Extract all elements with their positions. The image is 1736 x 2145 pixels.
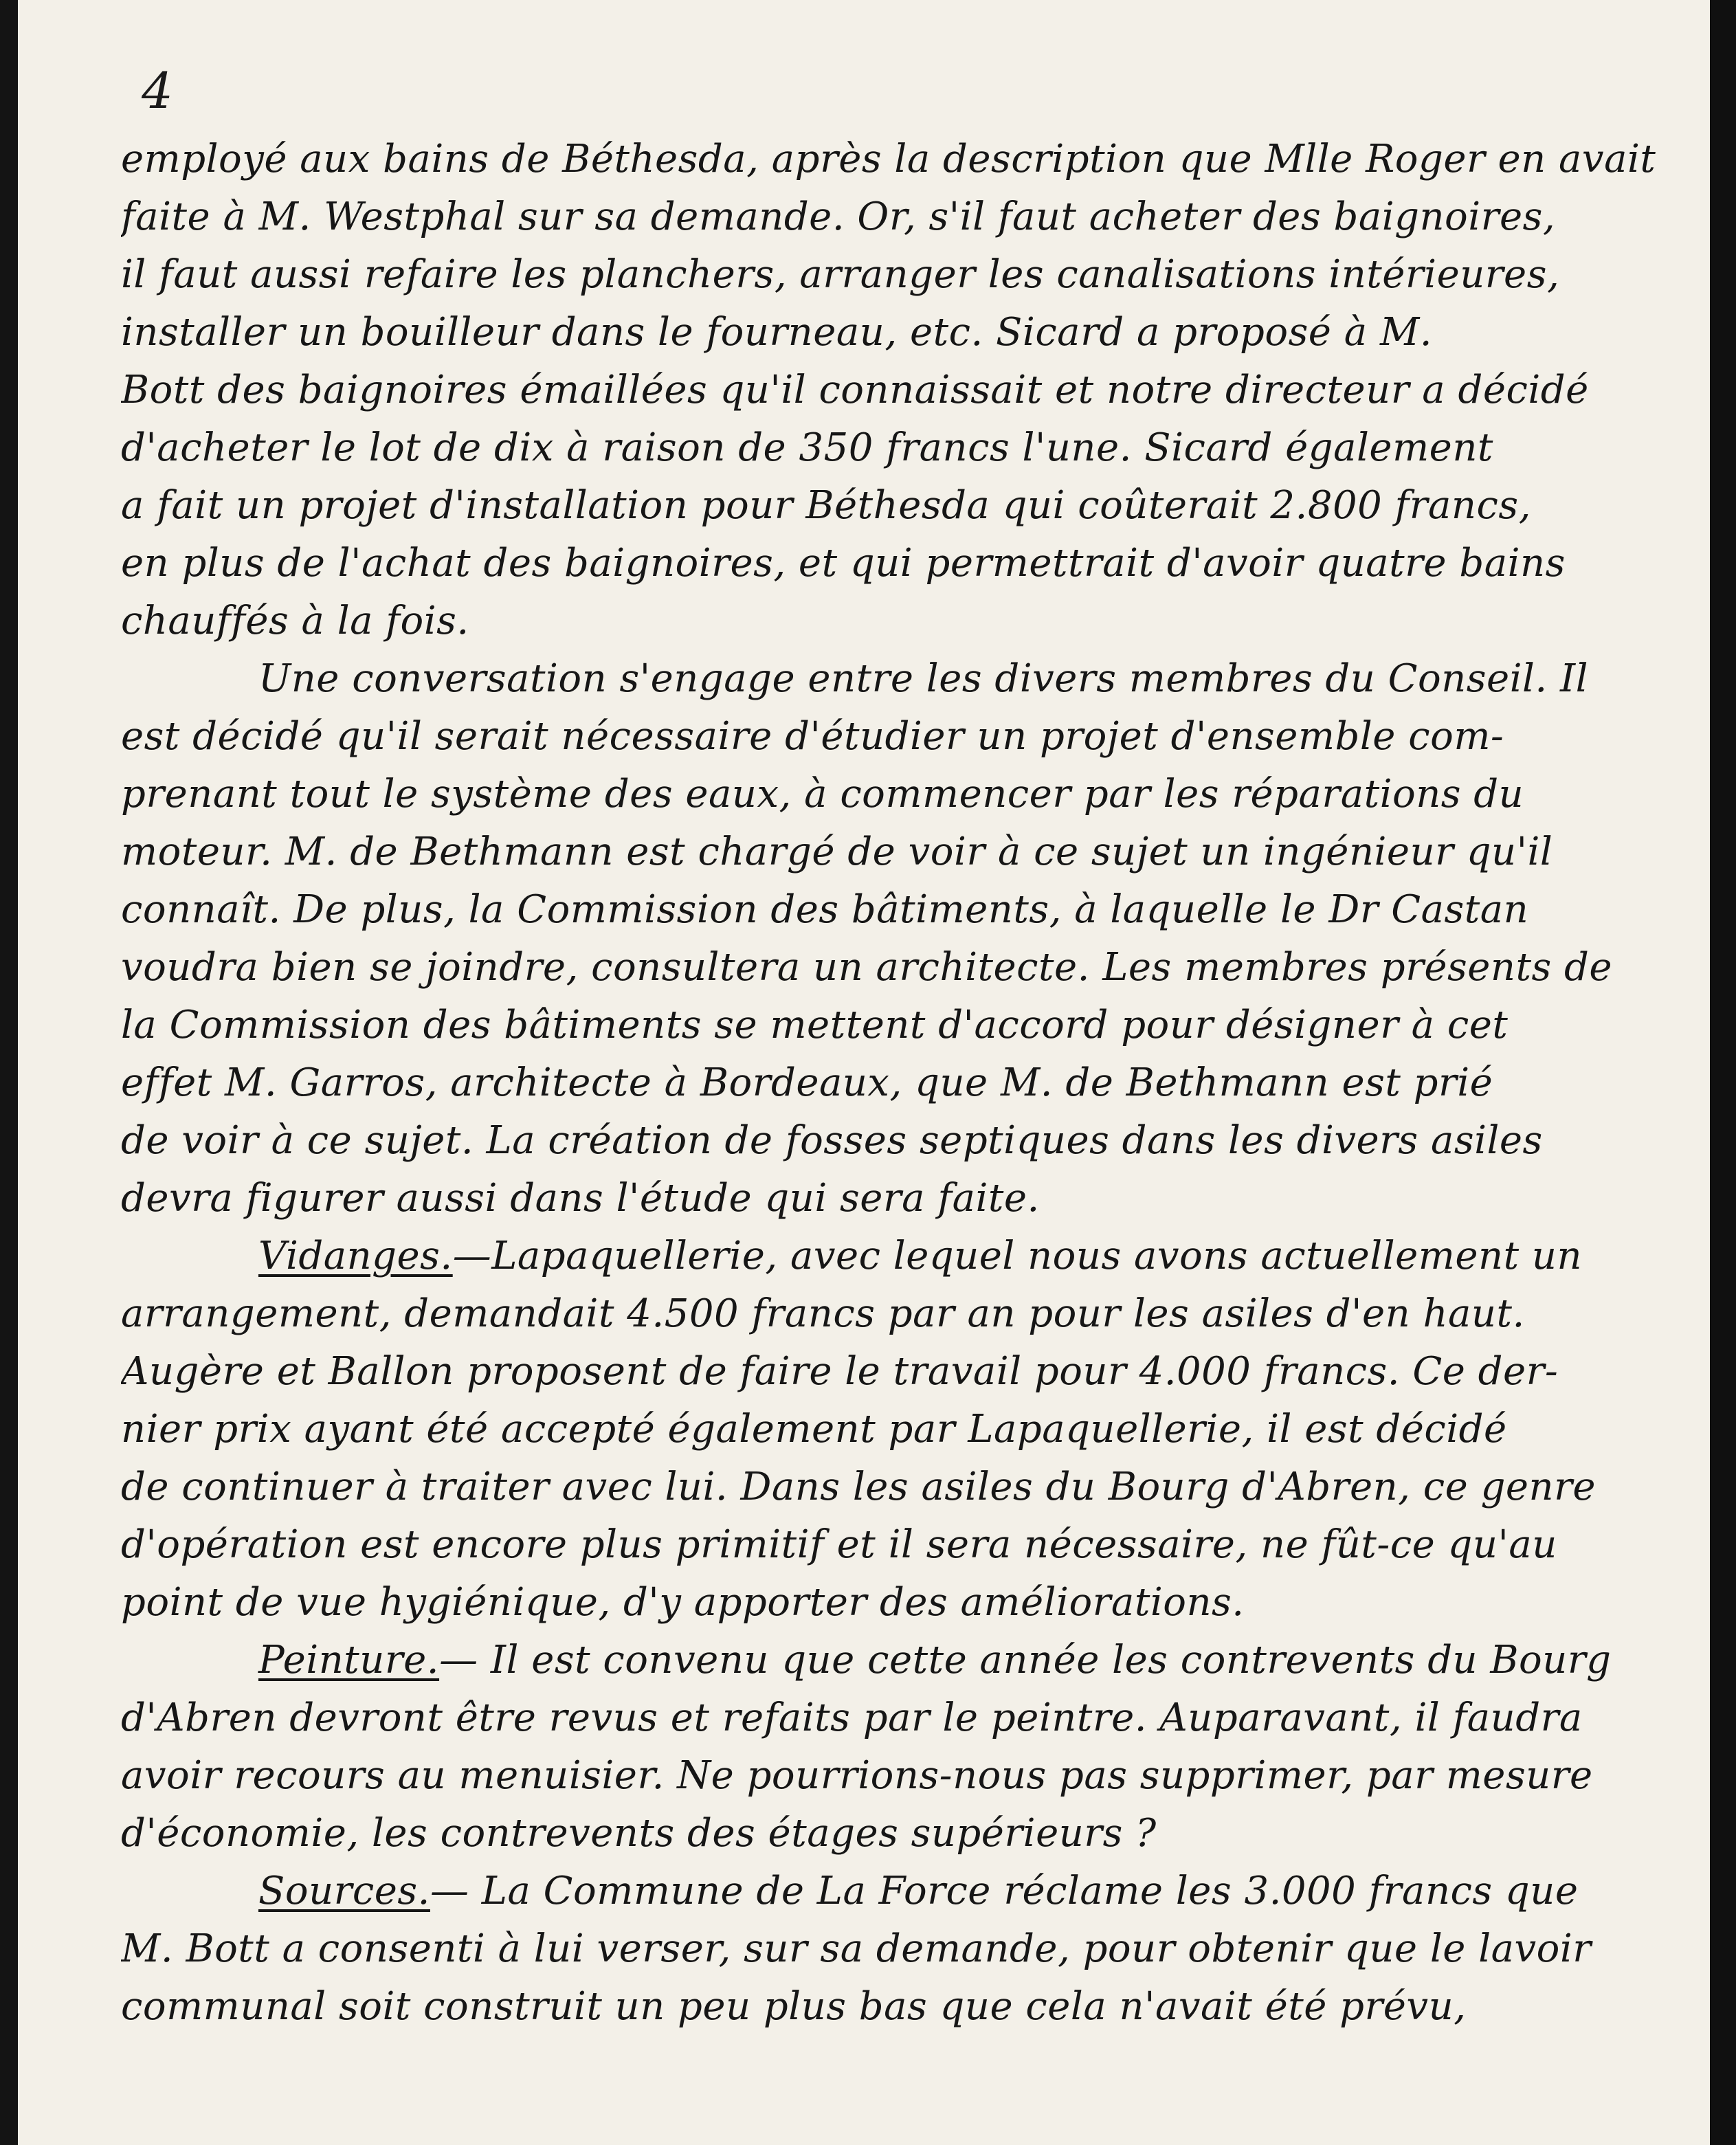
text-line: avoir recours au menuisier. Ne pourrions-nous pas supprimer, par mesure [121, 1753, 1593, 1798]
text-line: voudra bien se joindre, consultera un architecte. Les membres présents de [121, 945, 1612, 990]
text-line: communal soit construit un peu plus bas que cela n'avait été prévu, [121, 1984, 1467, 2029]
text-line: employé aux bains de Béthesda, après la description que Mlle Roger en avait [121, 137, 1656, 181]
text-line: nier prix ayant été accepté également par Lapaquellerie, il est décidé [121, 1407, 1507, 1452]
text-line: d'opération est encore plus primitif et il sera nécessaire, ne fût-ce qu'au [121, 1522, 1557, 1567]
text-line: faite à M. Westphal sur sa demande. Or, s'il faut acheter des baignoires, [121, 195, 1556, 239]
text-line: connaît. De plus, la Commission des bâtiments, à laquelle le Dr Castan [121, 887, 1529, 932]
text-line: en plus de l'achat des baignoires, et qui permettrait d'avoir quatre bains [121, 541, 1566, 586]
heading-lead-word: Lapaquellerie, [491, 1234, 778, 1278]
text-line: il faut aussi refaire les planchers, arranger les canalisations intérieures, [121, 252, 1560, 297]
text-line: Une conversation s'engage entre les divers membres du Conseil. Il [258, 656, 1589, 701]
text-line: devra figurer aussi dans l'étude qui sera faite. [121, 1176, 1040, 1221]
section-sources [121, 1863, 1667, 1920]
text-line: M. Bott a consenti à lui verser, sur sa demande, pour obtenir que le lavoir [121, 1926, 1592, 1971]
text-line: d'Abren devront être revus et refaits par le peintre. Auparavant, il faudra [121, 1696, 1583, 1740]
text-line: arrangement, demandait 4.500 francs par an pour les asiles d'en haut. [121, 1291, 1525, 1336]
text-line: point de vue hygiénique, d'y apporter des améliorations. [121, 1580, 1245, 1625]
handwritten-text-body [121, 131, 1667, 2036]
text-line: d'économie, les contrevents des étages supérieurs ? [121, 1811, 1157, 1856]
heading-dash: — [430, 1869, 469, 1913]
heading-dash: — [452, 1234, 492, 1278]
text-line: effet M. Garros, architecte à Bordeaux, que M. de Bethmann est prié [121, 1060, 1493, 1105]
text-line: chauffés à la fois. [121, 599, 469, 643]
document-page [18, 0, 1710, 2145]
text-line: de voir à ce sujet. La création de fosses septiques dans les divers asiles [121, 1118, 1543, 1163]
heading-dash: — [439, 1638, 478, 1682]
text-line: de continuer à traiter avec lui. Dans les asiles du Bourg d'Abren, ce genre [121, 1465, 1596, 1509]
scan-edge [1710, 0, 1736, 2145]
page-number: 4 [142, 62, 173, 120]
text-line: Il est convenu que cette année les contrevents du Bourg [490, 1638, 1612, 1682]
text-line: est décidé qu'il serait nécessaire d'étudier un projet d'ensemble com- [121, 714, 1504, 759]
section-heading-vidanges: Vidanges. [258, 1234, 453, 1278]
binding-margin [0, 0, 18, 2145]
section-vidanges [121, 1227, 1667, 1285]
text-line: installer un bouilleur dans le fourneau, etc. Sicard a proposé à M. [121, 310, 1433, 355]
text-line: La Commune de La Force réclame les 3.000 francs que [481, 1869, 1579, 1913]
text-line: la Commission des bâtiments se mettent d'accord pour désigner à cet [121, 1003, 1509, 1047]
text-line: avec lequel nous avons actuellement un [790, 1234, 1583, 1278]
section-heading-sources: Sources. [258, 1869, 430, 1913]
text-line: moteur. M. de Bethmann est chargé de voir à ce sujet un ingénieur qu'il [121, 830, 1553, 874]
section-peinture [121, 1632, 1667, 1689]
text-line: Bott des baignoires émaillées qu'il connaissait et notre directeur a décidé [121, 368, 1589, 412]
text-line: Augère et Ballon proposent de faire le travail pour 4.000 francs. Ce der- [121, 1349, 1559, 1394]
section-heading-peinture: Peinture. [258, 1638, 440, 1682]
text-line: d'acheter le lot de dix à raison de 350 francs l'une. Sicard également [121, 425, 1493, 470]
text-line: a fait un projet d'installation pour Béthesda qui coûterait 2.800 francs, [121, 483, 1531, 528]
text-line: prenant tout le système des eaux, à commencer par les réparations du [121, 772, 1524, 816]
